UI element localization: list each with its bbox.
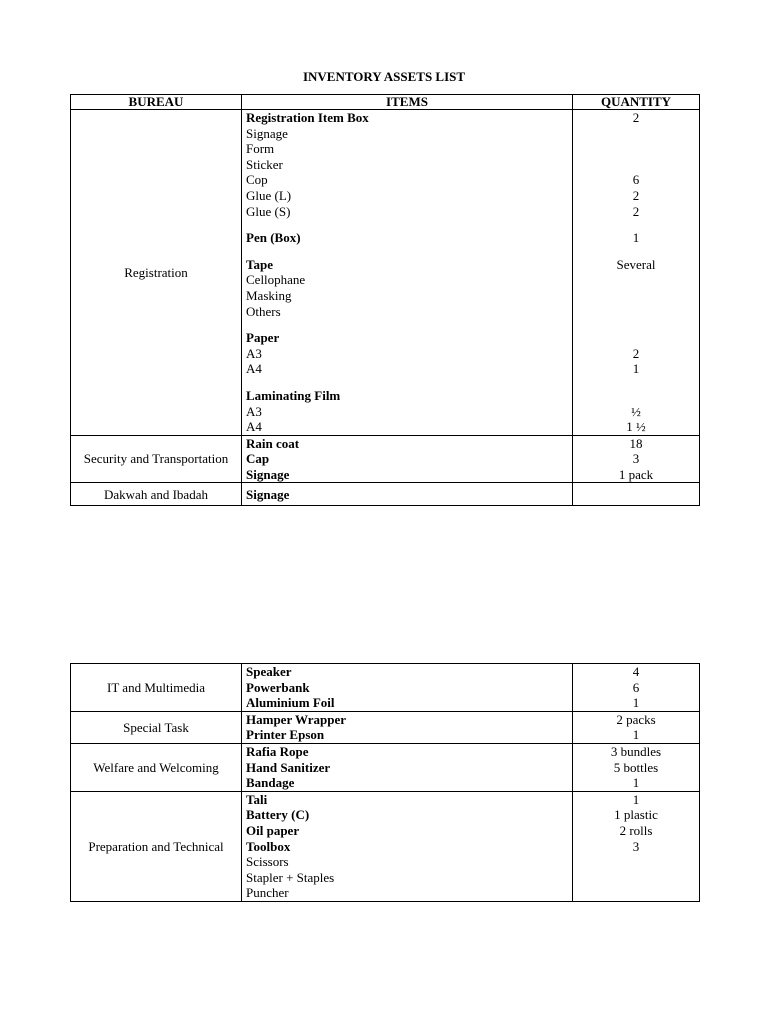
list-item: Signage <box>246 125 288 141</box>
quantity-cell <box>573 483 700 506</box>
header-bureau: BUREAU <box>71 95 242 110</box>
list-item <box>577 870 695 886</box>
spacer <box>577 246 695 257</box>
table-row <box>71 711 700 743</box>
list-item: Cellophane <box>246 272 306 288</box>
list-item: 2 <box>632 345 640 361</box>
list-item <box>577 483 695 499</box>
list-item: A4 <box>246 361 262 377</box>
quantity-cell <box>573 743 700 791</box>
list-item: 5 bottles <box>613 759 659 775</box>
bureau-cell: Dakwah and Ibadah <box>71 483 242 506</box>
list-item: 2 packs <box>616 711 656 727</box>
inventory-table-top <box>70 94 700 506</box>
list-item: Hand Sanitizer <box>246 759 331 775</box>
spacer <box>577 377 695 388</box>
list-item <box>577 288 695 304</box>
table-row <box>71 435 700 483</box>
list-item: Stapler + Staples <box>246 869 335 885</box>
spacer <box>246 377 568 388</box>
spacer <box>246 246 568 257</box>
list-item: Pen (Box) <box>246 230 301 246</box>
inventory-table-bottom <box>70 663 700 902</box>
list-item: Sticker <box>246 156 283 172</box>
list-item: 1 <box>632 695 640 711</box>
bureau-cell: Welfare and Welcoming <box>71 743 242 791</box>
list-item: Oil paper <box>246 822 300 838</box>
quantity-cell <box>573 791 700 901</box>
table-row <box>71 743 700 791</box>
list-item: 1 <box>632 230 640 246</box>
list-item: 1 <box>632 791 640 807</box>
list-item: 6 <box>632 172 640 188</box>
list-item: 3 bundles <box>610 743 662 759</box>
spacer <box>577 319 695 330</box>
list-item: Aluminium Foil <box>246 695 335 711</box>
list-item: Masking <box>246 287 292 303</box>
bureau-cell: Security and Transportation <box>71 435 242 483</box>
list-item: 2 rolls <box>619 822 653 838</box>
list-item <box>577 388 695 404</box>
list-item: Hamper Wrapper <box>246 711 347 727</box>
list-item: 1 pack <box>618 466 654 482</box>
list-item <box>577 157 695 173</box>
list-item: Tape <box>246 256 273 272</box>
list-item: 4 <box>632 664 640 679</box>
spacer <box>246 219 568 230</box>
bureau-cell: IT and Multimedia <box>71 664 242 712</box>
quantity-cell <box>573 110 700 436</box>
list-item <box>577 304 695 320</box>
list-item: Signage <box>246 466 290 482</box>
list-item: 3 <box>632 451 640 467</box>
items-cell <box>242 743 573 791</box>
list-item: Bandage <box>246 775 295 791</box>
list-item: 2 <box>632 203 640 219</box>
items-cell <box>242 711 573 743</box>
list-item: Others <box>246 303 281 319</box>
header-row <box>71 95 700 110</box>
list-item: 6 <box>632 679 640 695</box>
list-item: A4 <box>246 419 262 435</box>
list-item <box>577 141 695 157</box>
list-item: Glue (S) <box>246 203 291 219</box>
list-item: Speaker <box>246 664 292 679</box>
list-item <box>577 854 695 870</box>
bureau-cell: Preparation and Technical <box>71 791 242 901</box>
list-item: Registration Item Box <box>246 110 369 125</box>
list-item <box>577 126 695 142</box>
list-item: Cap <box>246 451 270 467</box>
list-item: 1 plastic <box>614 807 658 823</box>
list-item: 2 <box>632 187 640 203</box>
spacer <box>246 319 568 330</box>
quantity-cell <box>573 435 700 483</box>
list-item: Rain coat <box>246 435 300 451</box>
list-item: Rafia Rope <box>246 743 309 759</box>
list-item: Toolbox <box>246 838 291 854</box>
quantity-cell <box>573 711 700 743</box>
list-item: Battery (C) <box>246 807 310 823</box>
list-item <box>577 885 695 901</box>
quantity-cell <box>573 664 700 712</box>
list-item: 1 <box>632 361 640 377</box>
list-item: A3 <box>246 345 262 361</box>
list-item: 1 <box>632 727 640 743</box>
table-row <box>71 791 700 901</box>
document-title: INVENTORY ASSETS LIST <box>302 69 466 84</box>
list-item: ½ <box>631 403 641 419</box>
items-cell <box>242 664 573 712</box>
list-item: Puncher <box>246 885 289 901</box>
table-row <box>71 483 700 506</box>
list-item: Cop <box>246 172 268 188</box>
list-item: 18 <box>629 435 643 451</box>
list-item: Laminating Film <box>246 387 341 403</box>
list-item: 2 <box>632 110 640 125</box>
table-row <box>71 664 700 712</box>
list-item <box>577 272 695 288</box>
list-item: Glue (L) <box>246 187 292 203</box>
list-item: Tali <box>246 791 268 807</box>
bureau-cell: Special Task <box>71 711 242 743</box>
list-item: A3 <box>246 403 262 419</box>
items-cell <box>242 483 573 506</box>
list-item: Paper <box>246 330 280 346</box>
bureau-cell: Registration <box>71 110 242 436</box>
list-item: 3 <box>632 838 640 854</box>
list-item <box>577 330 695 346</box>
list-item: Several <box>616 256 656 272</box>
header-items: ITEMS <box>242 95 573 110</box>
list-item: Printer Epson <box>246 727 325 743</box>
table-row <box>71 110 700 436</box>
items-cell <box>242 791 573 901</box>
header-quantity: QUANTITY <box>573 95 700 110</box>
list-item: Form <box>246 141 275 157</box>
list-item: 1 ½ <box>626 419 646 435</box>
spacer <box>577 219 695 230</box>
list-item: Signage <box>246 486 290 502</box>
list-item: Scissors <box>246 854 289 870</box>
list-item: 1 <box>632 775 640 791</box>
items-cell <box>242 110 573 436</box>
list-item: Powerbank <box>246 679 310 695</box>
items-cell <box>242 435 573 483</box>
